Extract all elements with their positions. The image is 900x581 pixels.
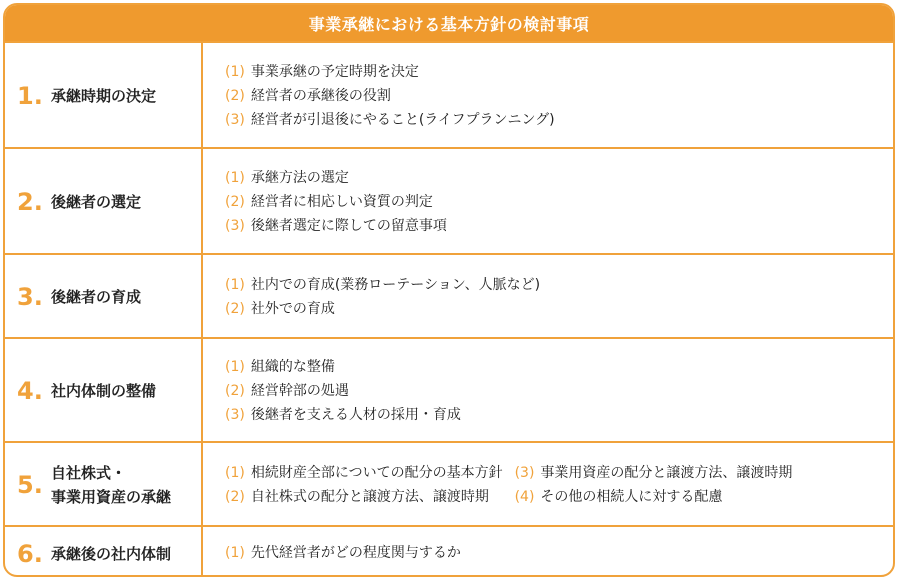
section-label bbox=[5, 443, 203, 527]
section-row-6 bbox=[5, 525, 893, 577]
item-text: 社外での育成 bbox=[250, 301, 335, 317]
item-text: 経営者に相応しい資質の判定 bbox=[250, 194, 433, 210]
list-item bbox=[225, 190, 893, 214]
section-items bbox=[203, 43, 893, 149]
item-tag: (1) bbox=[225, 359, 245, 375]
list-item bbox=[225, 166, 893, 190]
item-text: 自社株式の配分と譲渡方法、譲渡時期 bbox=[250, 489, 489, 505]
list-item bbox=[225, 108, 893, 132]
item-tag: (3) bbox=[225, 112, 245, 128]
section-row-4 bbox=[5, 337, 893, 443]
item-tag: (4) bbox=[514, 489, 535, 505]
section-label bbox=[5, 255, 203, 339]
list-item bbox=[225, 355, 893, 379]
item-tag: (3) bbox=[225, 407, 245, 423]
list-item bbox=[225, 214, 893, 238]
table-title: 事業承継における基本方針の検討事項 bbox=[308, 14, 590, 34]
item-text: 事業用資産の配分と譲渡方法、譲渡時期 bbox=[540, 465, 793, 481]
item-text: 後継者を支える人材の採用・育成 bbox=[250, 407, 461, 423]
section-label bbox=[5, 527, 203, 577]
section-row-3 bbox=[5, 253, 893, 339]
item-tag: (1) bbox=[225, 170, 245, 186]
section-title: 社内体制の整備 bbox=[51, 382, 157, 400]
item-text: 承継方法の選定 bbox=[250, 170, 349, 186]
section-number: 5. bbox=[17, 471, 43, 499]
list-item bbox=[225, 379, 893, 403]
two-column-list bbox=[225, 461, 893, 509]
section-row-1 bbox=[5, 41, 893, 149]
list-item bbox=[225, 403, 893, 427]
list-column-left bbox=[225, 461, 503, 509]
section-number: 3. bbox=[17, 283, 43, 311]
section-row-5 bbox=[5, 441, 893, 527]
section-title-line-1: 自社株式・ bbox=[51, 464, 127, 482]
item-tag: (3) bbox=[225, 218, 245, 234]
section-items bbox=[203, 443, 893, 527]
section-number: 4. bbox=[17, 377, 43, 405]
section-title bbox=[51, 461, 171, 509]
section-number: 1. bbox=[17, 82, 43, 110]
item-text: 先代経営者がどの程度関与するか bbox=[250, 545, 461, 561]
section-row-2 bbox=[5, 147, 893, 255]
table-header bbox=[5, 5, 893, 41]
item-text: 経営者の承継後の役割 bbox=[250, 88, 391, 104]
section-number: 2. bbox=[17, 188, 43, 216]
item-tag: (2) bbox=[225, 301, 245, 317]
item-tag: (2) bbox=[225, 383, 245, 399]
list-item bbox=[225, 461, 503, 485]
section-items bbox=[203, 255, 893, 339]
item-tag: (3) bbox=[514, 465, 535, 481]
item-tag: (2) bbox=[225, 88, 245, 104]
list-item bbox=[225, 297, 893, 321]
list-item bbox=[225, 273, 893, 297]
item-tag: (2) bbox=[225, 194, 245, 210]
section-items bbox=[203, 149, 893, 255]
item-tag: (2) bbox=[225, 489, 245, 505]
section-number: 6. bbox=[17, 540, 43, 568]
item-text: 相続財産全部についての配分の基本方針 bbox=[250, 465, 503, 481]
list-item bbox=[225, 541, 893, 565]
list-item bbox=[515, 485, 793, 509]
item-tag: (1) bbox=[225, 465, 245, 481]
section-title-line-2: 事業用資産の承継 bbox=[51, 488, 172, 506]
list-column-right bbox=[515, 461, 793, 509]
item-text: 経営者が引退後にやること(ライフプランニング) bbox=[250, 112, 555, 128]
item-tag: (1) bbox=[225, 64, 245, 80]
section-label bbox=[5, 43, 203, 149]
list-item bbox=[515, 461, 793, 485]
item-text: 社内での育成(業務ローテーション、人脈など) bbox=[250, 277, 541, 293]
section-label bbox=[5, 339, 203, 443]
item-tag: (1) bbox=[225, 545, 245, 561]
list-item bbox=[225, 60, 893, 84]
policy-table bbox=[3, 3, 895, 577]
section-title: 承継後の社内体制 bbox=[51, 545, 172, 563]
section-title: 承継時期の決定 bbox=[51, 87, 157, 105]
item-text: 事業承継の予定時期を決定 bbox=[250, 64, 419, 80]
item-text: その他の相続人に対する配慮 bbox=[540, 489, 723, 505]
section-label bbox=[5, 149, 203, 255]
section-title: 後継者の選定 bbox=[51, 193, 142, 211]
section-title: 後継者の育成 bbox=[51, 288, 142, 306]
item-tag: (1) bbox=[225, 277, 245, 293]
item-text: 組織的な整備 bbox=[250, 359, 335, 375]
item-text: 後継者選定に際しての留意事項 bbox=[250, 218, 447, 234]
section-items bbox=[203, 527, 893, 577]
section-items bbox=[203, 339, 893, 443]
list-item bbox=[225, 84, 893, 108]
item-text: 経営幹部の処遇 bbox=[250, 383, 349, 399]
list-item bbox=[225, 485, 503, 509]
